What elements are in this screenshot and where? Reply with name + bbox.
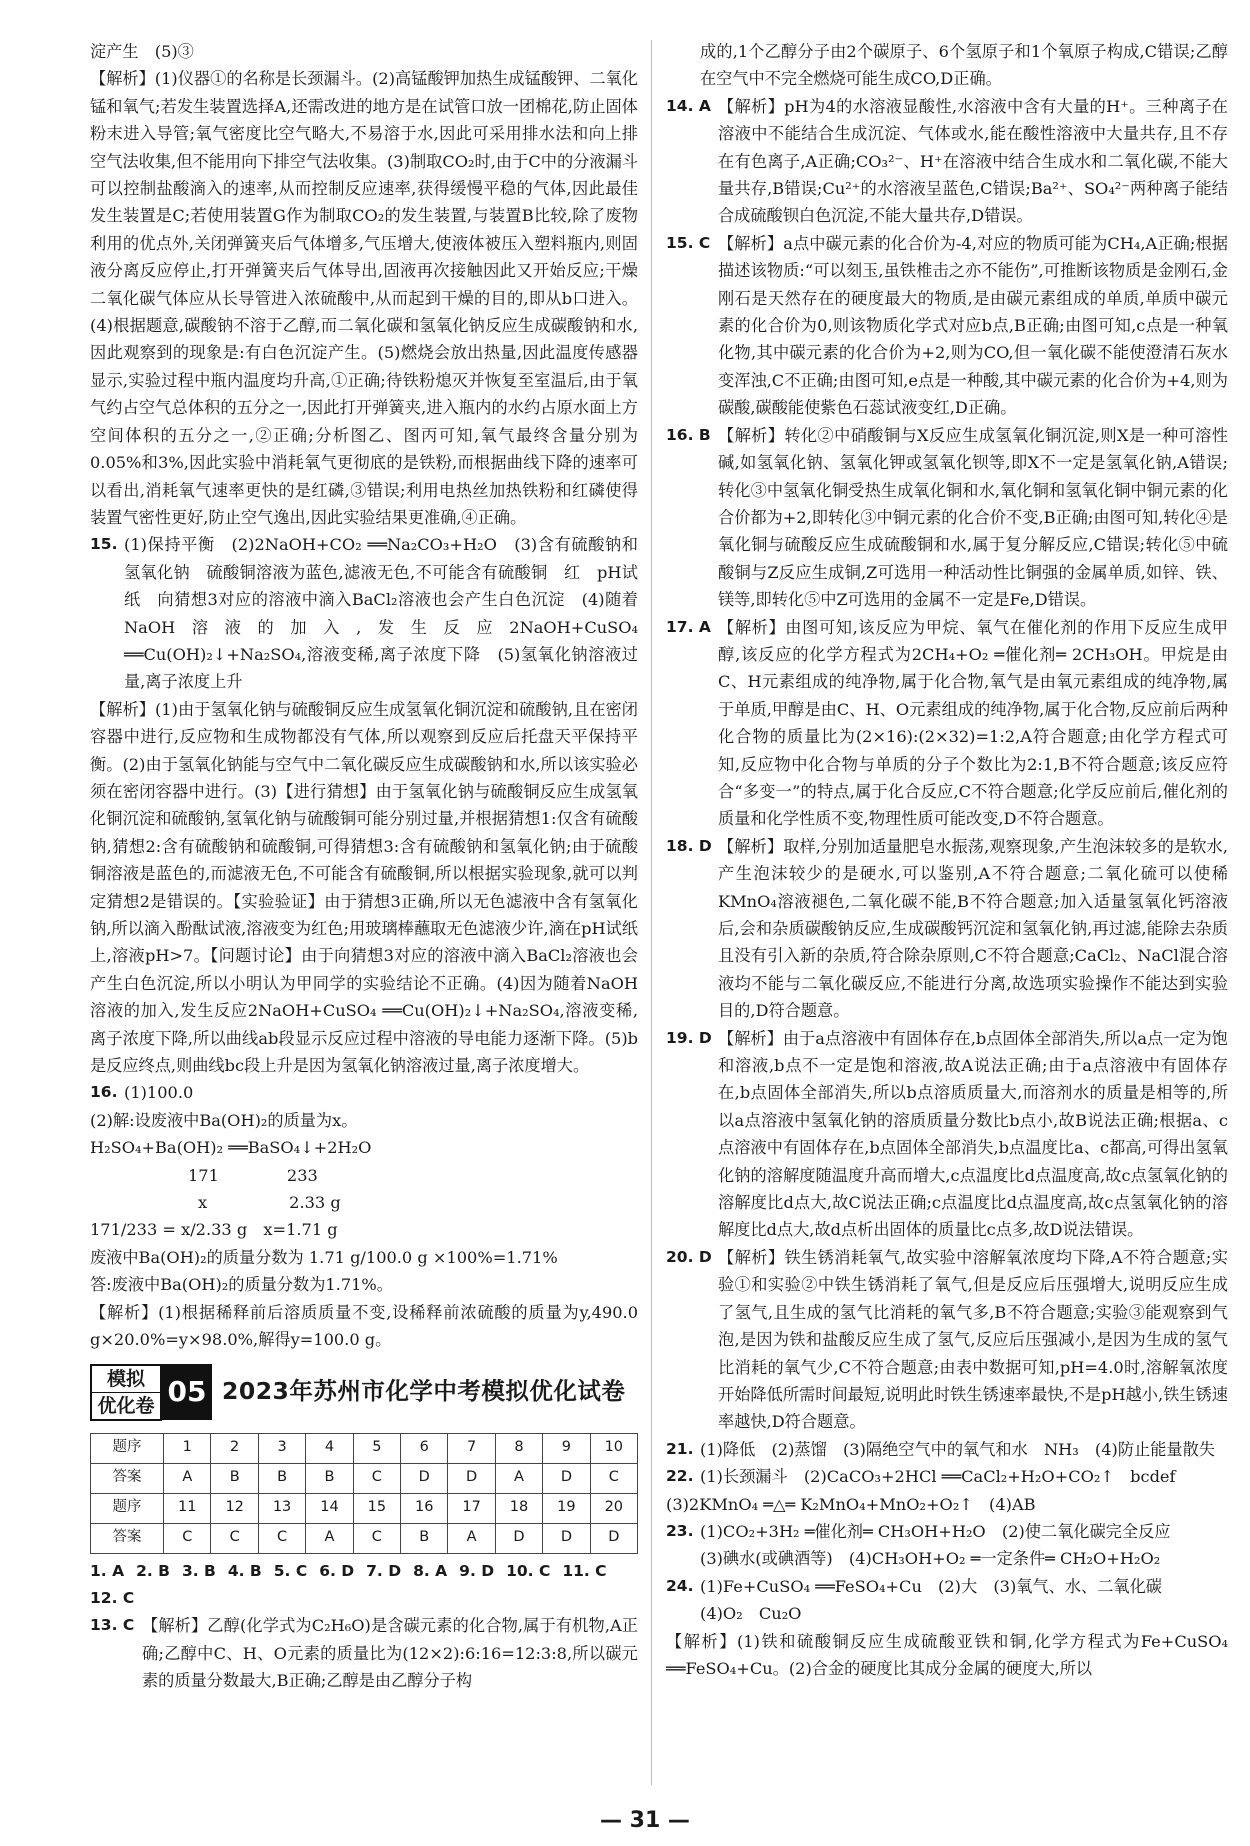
question-number: 18. D	[666, 836, 712, 855]
table-cell: 6	[401, 1433, 448, 1463]
table-cell: 12	[211, 1493, 258, 1523]
analysis-text: 【解析】由于a点溶液中有固体存在,b点固体全部消失,所以a点一定为饱和溶液,b点不一定是饱和溶液,故A说法正确;由于a点溶液中有固体存在,b点固体全部消失,所以b点溶质质量大,而溶剂水的质量是相等的,所以a点溶液中氢氧化钠的溶质质量分数比b点小,故B说法正确;根据a、c点溶液中有固体存在,b点固体全部消失,b点温度比a、c都高,可得出氢氧化钠的溶解度随温度升高而增大,c点温度比d点温度高,故c点氢氧化钠的溶解度比d点大,故C说法正确;c点温度比d点温度高,故c点氢氧化钠的溶解度比d点大,故d点析出固体的质量比c点多,故D说法错误。	[718, 1028, 1228, 1240]
variable: x	[198, 1193, 208, 1213]
table-cell: D	[590, 1523, 637, 1553]
question-number: 19. D	[666, 1028, 712, 1047]
left-column	[90, 38, 638, 1695]
analysis-16: 【解析】(1)根据稀释前后溶质质量不变,设稀释前浓硫酸的质量为y,490.0 g×20.0%=y×98.0%,解得y=100.0 g。	[90, 1302, 638, 1350]
table-cell: A	[495, 1463, 542, 1493]
answer-21	[666, 1436, 1228, 1463]
analysis-text: 【解析】由图可知,该反应为甲烷、氧气在催化剂的作用下反应生成甲醇,该反应的化学方程式为2CH₄+O₂ ═催化剂═ 2CH₃OH。甲烷是由C、H元素组成的纯净物,属于化合物,氧气是由氧元素组成的纯净物,属于单质,甲醇是由C、H、O元素组成的纯净物,属于化合物,反应前后两种化合物的质量比为(2×16):(2×32)=1:2,A符合题意;由化学方程式可知,反应物中化合物与单质的分子个数比为2:1,B不符合题意;该反应符合“多变一”的特点,属于化合反应,C不符合题意;化学反应前后,催化剂的质量和化学性质不变,物理性质可能改变,D不符合题意。	[718, 617, 1228, 829]
table-cell: B	[258, 1463, 305, 1493]
key: 7. D	[366, 1561, 402, 1580]
question-number: 15.	[90, 535, 118, 554]
key: 3. B	[181, 1561, 216, 1580]
table-cell: 18	[495, 1493, 542, 1523]
table-cell: 4	[306, 1433, 353, 1463]
table-cell: C	[164, 1523, 211, 1553]
table-header: 题序	[91, 1493, 164, 1523]
answer-15	[90, 531, 638, 695]
question-number: 17. A	[666, 617, 711, 636]
key: 2. B	[136, 1561, 170, 1580]
column-divider	[651, 40, 652, 1785]
table-cell: A	[164, 1463, 211, 1493]
key: 1. A	[90, 1561, 125, 1580]
analysis-text: 【解析】乙醇(化学式为C₂H₆O)是含碳元素的化合物,属于有机物,A正确;乙醇中C、H、O元素的质量比为(12×2):6:16=12:3:8,所以碳元素的质量分数最大,B正确;乙醇是由乙醇分子构	[142, 1616, 638, 1691]
key: 5. C	[273, 1561, 308, 1580]
table-row	[91, 1493, 638, 1523]
question-number: 23.	[666, 1521, 694, 1540]
table-cell: D	[495, 1523, 542, 1553]
key: 4. B	[227, 1561, 262, 1580]
answer-text: (1)Fe+CuSO₄ ══FeSO₄+Cu (2)大 (3)氧气、水、二氧化碳	[700, 1576, 1162, 1596]
text-line: 成的,1个乙醇分子由2个碳原子、6个氢原子和1个氧原子构成,C错误;乙醇在空气中不完全燃烧可能生成CO,D正确。	[700, 42, 1228, 89]
table-cell: 8	[495, 1433, 542, 1463]
answer-16r	[666, 422, 1228, 614]
banner-label	[90, 1364, 162, 1421]
answer-text: (1)保持平衡 (2)2NaOH+CO₂ ══Na₂CO₃+H₂O (3)含有硫酸钠和氢氧化钠 硫酸铜溶液为蓝色,滤液无色,不可能含有硫酸铜 红 pH试纸 向猜想3对应的溶液中滴入BaCl₂溶液也会产生白色沉淀 (4)随着NaOH溶液的加入,发生反应2NaOH+CuSO₄ ══Cu(OH)₂↓+Na₂SO₄,溶液变稀,离子浓度下降 (5)氢氧化钠溶液过量,离子浓度上升	[124, 535, 638, 692]
analysis-24: 【解析】(1)铁和硫酸铜反应生成硫酸亚铁和铜,化学方程式为Fe+CuSO₄ ══FeSO₄+Cu。(2)合金的硬度比其成分金属的硬度大,所以	[666, 1631, 1228, 1678]
table-cell: 1	[164, 1433, 211, 1463]
answer-13	[90, 1612, 638, 1694]
key: 11. C	[562, 1561, 607, 1580]
page-number: — 31 —	[600, 1808, 690, 1833]
table-cell: 19	[543, 1493, 590, 1523]
question-number: 13. C	[90, 1616, 135, 1635]
analysis-15: 【解析】(1)由于氢氧化钠与硫酸铜反应生成氢氧化铜沉淀和硫酸钠,且在密闭容器中进行,反应物和生成物都没有气体,所以观察到反应后托盘天平保持平衡。(2)由于氢氧化钠能与空气中二氧化碳反应生成碳酸钠和水,所以该实验必须在密闭容器中进行。(3)【进行猜想】由于氢氧化钠与硫酸铜反应生成氢氧化铜沉淀和硫酸钠,氢氧化钠与硫酸铜可能分别过量,并根据猜想1:仅含有硫酸钠,猜想2:含有硫酸钠和硫酸铜,可得猜想3:含有硫酸钠和氢氧化钠;由于硫酸铜溶液是蓝色的,而滤液无色,不可能含有硫酸铜,所以根据实验现象,就可以判定猜想2是错误的。【实验验证】由于猜想3正确,所以无色滤液中含有氢氧化钠,所以滴入酚酞试液,溶液变为红色;用玻璃棒蘸取无色滤液少许,滴在pH试纸上,溶液pH>7。【问题讨论】由于向猜想3对应的溶液中滴入BaCl₂溶液也会产生白色沉淀,所以小明认为甲同学的实验结论不正确。(4)因为随着NaOH溶液的加入,发生反应2NaOH+CuSO₄ ══Cu(OH)₂↓+Na₂SO₄,溶液变稀,离子浓度下降,所以曲线ab段显示反应过程中溶液的导电能力逐渐下降。(5)b是反应终点,则曲线bc段上升是因为氢氧化钠溶液过量,离子浓度增大。	[90, 699, 638, 1076]
solution-line: (2)解:设废液中Ba(OH)₂的质量为x。	[90, 1110, 358, 1130]
table-cell: B	[401, 1523, 448, 1553]
answer-19	[666, 1025, 1228, 1244]
analysis-text: 【解析】铁生锈消耗氧气,故实验中溶解氧浓度均下降,A不符合题意;实验①和实验②中铁生锈消耗了氧气,但是反应后压强增大,说明反应生成了氢气,且生成的氢气比消耗的氧气多,B不符合题意;实验③能观察到气泡,是因为铁和盐酸反应生成了氢气,反应后压强减小,是因为生成的氢气比消耗的氧气少,C不符合题意;由表中数据可知,pH=4.0时,溶解氧浓度开始降低所需时间最短,说明此时铁生锈速率最快,不是pH越小,铁生锈速率越快,D符合题意。	[718, 1247, 1228, 1432]
question-number: 24.	[666, 1576, 694, 1595]
table-cell: 3	[258, 1433, 305, 1463]
table-cell: C	[353, 1523, 400, 1553]
table-header: 题序	[91, 1433, 164, 1463]
mass-value: 171	[188, 1165, 219, 1185]
mass-row	[90, 1189, 638, 1216]
answer-line: 答:废液中Ba(OH)₂的质量分数为1.71%。	[90, 1275, 393, 1295]
answer-24	[666, 1573, 1228, 1628]
mass-value: 2.33 g	[289, 1193, 341, 1213]
answer-text: (1)长颈漏斗 (2)CaCO₃+2HCl ══CaCl₂+H₂O+CO₂↑ bcdef	[700, 1467, 1176, 1487]
answer-keys	[90, 1558, 638, 1613]
answer-15r	[666, 230, 1228, 422]
table-cell: D	[543, 1463, 590, 1493]
banner-bottom: 优化卷	[97, 1394, 155, 1417]
answer-table	[90, 1433, 638, 1554]
question-number: 16. B	[666, 425, 711, 444]
table-cell: 14	[306, 1493, 353, 1523]
answer-text: (1)降低 (2)蒸馏 (3)隔绝空气中的氧气和水 NH₃ (4)防止能量散失	[700, 1439, 1215, 1459]
table-header: 答案	[91, 1463, 164, 1493]
question-number: 20. D	[666, 1247, 712, 1266]
key: 10. C	[506, 1561, 551, 1580]
banner-number: 05	[162, 1364, 212, 1420]
table-cell: C	[258, 1523, 305, 1553]
table-cell: 15	[353, 1493, 400, 1523]
table-row	[91, 1523, 638, 1553]
table-cell: 16	[401, 1493, 448, 1523]
answer-16	[90, 1079, 638, 1106]
table-cell: 11	[164, 1493, 211, 1523]
question-number: 21.	[666, 1439, 694, 1458]
question-number: 15. C	[666, 233, 711, 252]
banner-title: 2023年苏州市化学中考模拟优化试卷	[222, 1377, 626, 1406]
table-cell: 9	[543, 1433, 590, 1463]
mass-row	[90, 1162, 638, 1189]
table-cell: C	[211, 1523, 258, 1553]
mass-value: 233	[286, 1165, 318, 1185]
table-cell: 13	[258, 1493, 305, 1523]
ratio-line: 171/233 = x/2.33 g x=1.71 g	[90, 1220, 338, 1240]
key: 12. C	[90, 1588, 135, 1607]
answer-14	[666, 93, 1228, 230]
answer-22	[666, 1463, 1228, 1518]
table-cell: D	[401, 1463, 448, 1493]
key: 6. D	[319, 1561, 355, 1580]
table-cell: 17	[448, 1493, 495, 1523]
banner-top: 模拟	[92, 1366, 160, 1393]
table-cell: 5	[353, 1433, 400, 1463]
table-header: 答案	[91, 1523, 164, 1553]
table-cell: 2	[211, 1433, 258, 1463]
key: 8. A	[413, 1561, 448, 1580]
table-cell: 7	[448, 1433, 495, 1463]
fraction-line: 废液中Ba(OH)₂的质量分数为 1.71 g/100.0 g ×100%=1.71%	[90, 1247, 558, 1267]
table-cell: 10	[590, 1433, 637, 1463]
analysis-text: 【解析】a点中碳元素的化合价为-4,对应的物质可能为CH₄,A正确;根据描述该物质:“可以刻玉,虽铁椎击之亦不能伤”,可推断该物质是金刚石,金刚石是天然存在的硬度最大的物质,是由碳元素组成的单质,单质中碳元素的化合价为0,则该物质化学式对应b点,B正确;由图可知,c点是一种氧化物,其中碳元素的化合价为+2,则为CO,但一氧化碳不能使澄清石灰水变浑浊,C不正确;由图可知,e点是一种酸,其中碳元素的化合价为+4,则为碳酸,碳酸能使紫色石蕊试液变红,D正确。	[718, 233, 1228, 418]
answer-text: (4)O₂ Cu₂O	[700, 1604, 802, 1624]
analysis-text: 【解析】pH为4的水溶液显酸性,水溶液中含有大量的H⁺。三种离子在溶液中不能结合生成沉淀、气体或水,能在酸性溶液中大量共存,且不存在有色离子,A正确;CO₃²⁻、H⁺在溶液中结合生成水和二氧化碳,不能大量共存,B错误;Cu²⁺的水溶液呈蓝色,C错误;Ba²⁺、SO₄²⁻两种离子能结合成硫酸钡白色沉淀,不能大量共存,D错误。	[718, 96, 1228, 226]
table-cell: C	[353, 1463, 400, 1493]
table-row	[91, 1433, 638, 1463]
table-cell: A	[306, 1523, 353, 1553]
analysis-text: 【解析】转化②中硝酸铜与X反应生成氢氧化铜沉淀,则X是一种可溶性碱,如氢氧化钠、氢氧化钾或氢氧化钡等,即X不一定是氢氧化钠,A错误;转化③中氢氧化铜受热生成氧化铜和水,氧化铜和氢氧化铜中铜元素的化合价都为+2,即转化③中铜元素的化合价不变,B正确;由图可知,转化④是氧化铜与硫酸反应生成硫酸铜和水,属于复分解反应,C错误;转化⑤中硫酸铜与Z反应生成铜,Z可选用一种活动性比铜强的金属单质,如锌、铁、镁等,即转化⑤中Z可选用的金属不一定是Fe,D错误。	[718, 425, 1228, 610]
answer-text: (3)碘水(或碘酒等) (4)CH₃OH+O₂ ═一定条件═ CH₂O+H₂O₂	[700, 1549, 1161, 1569]
question-number: 16.	[90, 1083, 118, 1102]
answer-17	[666, 614, 1228, 833]
answer-20	[666, 1244, 1228, 1436]
table-cell: D	[448, 1463, 495, 1493]
section-banner	[90, 1364, 638, 1421]
question-number: 14. A	[666, 96, 711, 115]
table-cell: D	[543, 1523, 590, 1553]
answer-text: (1)100.0	[124, 1083, 194, 1103]
table-cell: B	[306, 1463, 353, 1493]
answer-23	[666, 1518, 1228, 1573]
table-cell: B	[211, 1463, 258, 1493]
question-number: 22.	[666, 1467, 694, 1486]
table-cell: A	[448, 1523, 495, 1553]
table-row	[91, 1463, 638, 1493]
right-column	[666, 38, 1228, 1682]
text-line: 淀产生 (5)③	[90, 42, 194, 61]
equation: H₂SO₄+Ba(OH)₂ ══BaSO₄↓+2H₂O	[90, 1138, 372, 1158]
answer-18	[666, 833, 1228, 1025]
key: 9. D	[459, 1561, 495, 1580]
answer-text: (3)2KMnO₄ ═△═ K₂MnO₄+MnO₂+O₂↑ (4)AB	[666, 1494, 1036, 1514]
table-cell: C	[590, 1463, 637, 1493]
table-cell: 20	[590, 1493, 637, 1523]
answer-text: (1)CO₂+3H₂ ═催化剂═ CH₃OH+H₂O (2)使二氧化碳完全反应	[700, 1521, 1171, 1541]
analysis-text: 【解析】取样,分别加适量肥皂水振荡,观察现象,产生泡沫较多的是软水,产生泡沫较少的是硬水,可以鉴别,A不符合题意;二氧化硫可以使稀KMnO₄溶液褪色,二氧化碳不能,B不符合题意;加入适量氢氧化钙溶液后,会和杂质碳酸钠反应,生成碳酸钙沉淀和氢氧化钠,再过滤,能除去杂质且没有引入新的杂质,符合除杂原则,C不符合题意;CaCl₂、NaCl混合溶液均不能与二氧化碳反应,不能进行分离,故选项实验操作不能达到实验目的,D符合题意。	[718, 836, 1228, 1021]
analysis-14: 【解析】(1)仪器①的名称是长颈漏斗。(2)高锰酸钾加热生成锰酸钾、二氧化锰和氧气;若发生装置选择A,还需改进的地方是在试管口放一团棉花,防止固体粉末进入导管;氧气密度比空气略大,不易溶于水,因此可采用排水法和向上排空气法收集,但不能用向下排空气法收集。(3)制取CO₂时,由于C中的分液漏斗可以控制盐酸滴入的速率,从而控制反应速率,获得缓慢平稳的气体,因此最佳发生装置是C;若使用装置G作为制取CO₂的发生装置,与装置B比较,除了废物利用的优点外,关闭弹簧夹后气体增多,气压增大,使液体被压入塑料瓶内,则固液分离反应停止,打开弹簧夹后气体导出,固液再次接触因此又开始反应;干燥二氧化碳气体应从长导管进入浓硫酸中,从而起到干燥的目的,即从b口进入。(4)根据题意,碳酸钠不溶于乙醇,而二氧化碳和氢氧化钠反应生成碳酸钠和水,因此观察到的现象是:有白色沉淀产生。(5)燃烧会放出热量,因此温度传感器显示,实验过程中瓶内温度均升高,①正确;待铁粉熄灭并恢复至室温后,由于氧气约占空气总体积的五分之一,因此打开弹簧夹,进入瓶内的水约占原水面上方空间体积的五分之一,②正确;分析图乙、图丙可知,氧气最终含量分别为0.05%和3%,因此实验中消耗氧气更彻底的是铁粉,而根据曲线下降的速率可以看出,消耗氧气速率更快的是红磷,③错误;利用电热丝加热铁粉和红磷使得装置气密性更好,防止空气逸出,因此实验结果更准确,④正确。	[90, 69, 638, 527]
